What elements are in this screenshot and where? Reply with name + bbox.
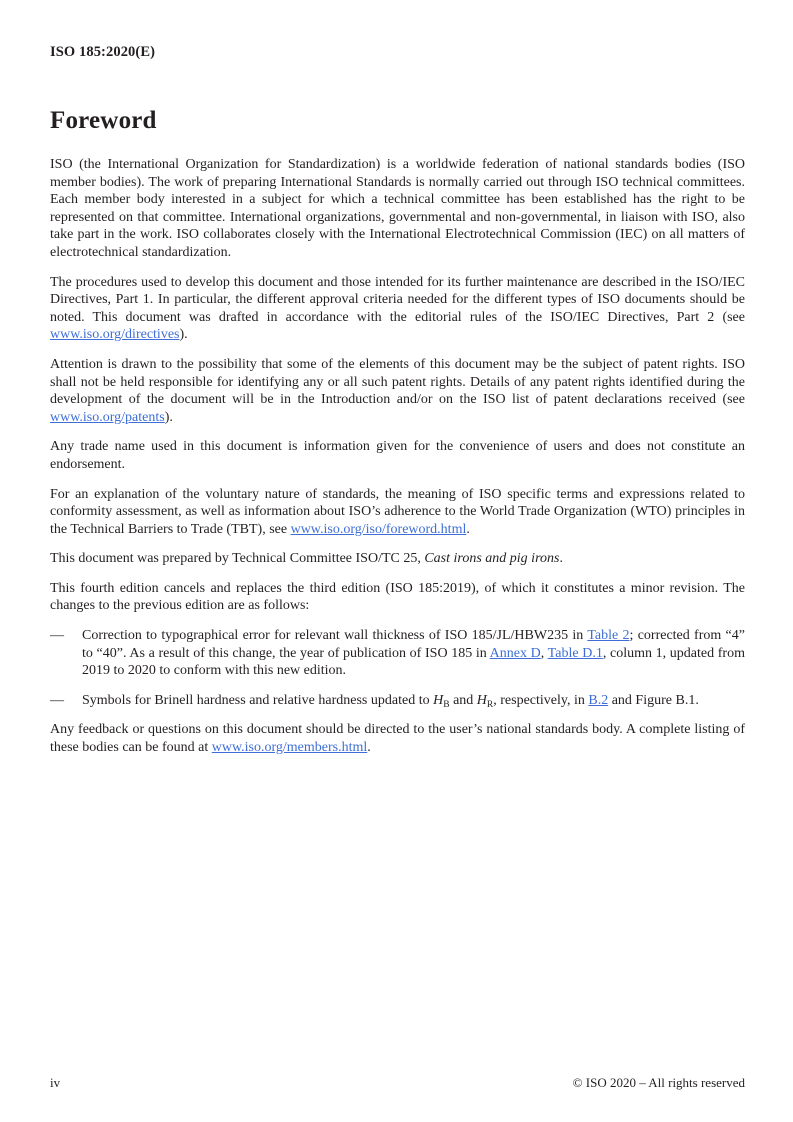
bullet-dash: — <box>50 692 64 708</box>
variable-symbol: H <box>476 692 487 708</box>
hyperlink[interactable]: Annex D <box>489 645 541 661</box>
hyperlink[interactable]: B.2 <box>588 692 609 708</box>
text-run: . <box>367 740 371 756</box>
paragraph <box>50 274 745 344</box>
text-run: and Figure B.1. <box>608 692 699 708</box>
page-title: Foreword <box>50 107 157 134</box>
list-item <box>50 627 745 680</box>
italic-text: Cast irons and pig irons <box>424 551 560 567</box>
text-run: , <box>540 645 548 661</box>
document-body <box>50 156 745 757</box>
hyperlink[interactable]: www.iso.org/members.html <box>211 740 368 756</box>
text-run: ). <box>164 409 173 425</box>
text-run: The procedures used to develop this document and those intended for its further maintenance are described in the ISO/IEC Directives, Part 1. In particular, the different approval criteria needed for the different types of ISO documents should be noted. This document was drafted in accordance with the editorial rules of the ISO/IEC Directives, Part 2 (see <box>50 274 745 325</box>
paragraph <box>50 550 745 568</box>
paragraph <box>50 486 745 539</box>
paragraph <box>50 156 745 262</box>
paragraph <box>50 721 745 756</box>
hyperlink[interactable]: www.iso.org/directives <box>50 327 180 343</box>
text-run: Attention is drawn to the possibility that some of the elements of this document may be the subject of patent rights. ISO shall not be held responsible for identifying any or all such patent rights. Details of any patent rights identified during the development of the document will be in the Introduction and/or on the ISO list of patent declarations received (see <box>50 356 745 408</box>
paragraph <box>50 438 745 473</box>
text-run: Symbols for Brinell hardness and relative hardness updated to <box>82 692 434 708</box>
text-run: , column 1, updated from 2019 to 2020 to conform with this new edition. <box>82 645 745 679</box>
text-run: , respectively, in <box>493 692 589 708</box>
page-number: iv <box>50 1075 61 1090</box>
text-run: For an explanation of the voluntary nature of standards, the meaning of ISO specific terms and expressions related to conformity assessment, as well as information about ISO’s adherence to the World Trade Organization (WTO) principles in the Technical Barriers to Trade (TBT), see <box>50 486 745 537</box>
list-item <box>50 692 745 710</box>
hyperlink[interactable]: Table 2 <box>587 628 630 644</box>
variable-symbol: H <box>433 692 444 708</box>
page-footer <box>50 1075 745 1091</box>
text-run: ISO (the International Organization for Standardization) is a worldwide federation of national standards bodies (ISO member bodies). The work of preparing International Standards is normally carried out through ISO technical committees. Each member body interested in a subject for which a technical committee has been established has the right to be represented on that committee. International organizations, governmental and non-governmental, in liaison with ISO, also take part in the work. ISO collaborates closely with the International Electrotechnical Commission (IEC) on all matters of electrotechnical standardization. <box>50 157 745 260</box>
text-run: and <box>449 692 477 708</box>
text-run: Correction to typographical error for relevant wall thickness of ISO 185/JL/HBW235 in <box>82 628 588 644</box>
paragraph <box>50 580 745 615</box>
hyperlink[interactable]: www.iso.org/patents <box>50 409 165 425</box>
subscript: R <box>486 699 494 710</box>
document-reference: ISO 185:2020(E) <box>50 44 156 60</box>
copyright-notice: © ISO 2020 – All rights reserved <box>572 1075 745 1090</box>
text-run: Any trade name used in this document is information given for the convenience of users and does not constitute an endorsement. <box>50 439 745 472</box>
paragraph <box>50 356 745 426</box>
text-run: ; corrected from “4” to “40”. As a result of this change, the year of publication of ISO 185 in <box>82 628 745 661</box>
text-run: ). <box>179 327 188 343</box>
text-run: This document was prepared by Technical Committee ISO/TC 25, <box>50 551 425 567</box>
hyperlink[interactable]: Table D.1 <box>547 645 603 661</box>
text-run: . <box>559 551 563 567</box>
bullet-dash: — <box>50 628 64 644</box>
subscript: B <box>443 699 450 710</box>
text-run: This fourth edition cancels and replaces the third edition (ISO 185:2019), of which it constitutes a minor revision. The changes to the previous edition are as follows: <box>50 580 745 614</box>
text-run: Any feedback or questions on this document should be directed to the user’s national standards body. A complete listing of these bodies can be found at <box>50 722 745 756</box>
text-run: . <box>466 521 470 537</box>
hyperlink[interactable]: www.iso.org/iso/foreword.html <box>290 521 467 537</box>
